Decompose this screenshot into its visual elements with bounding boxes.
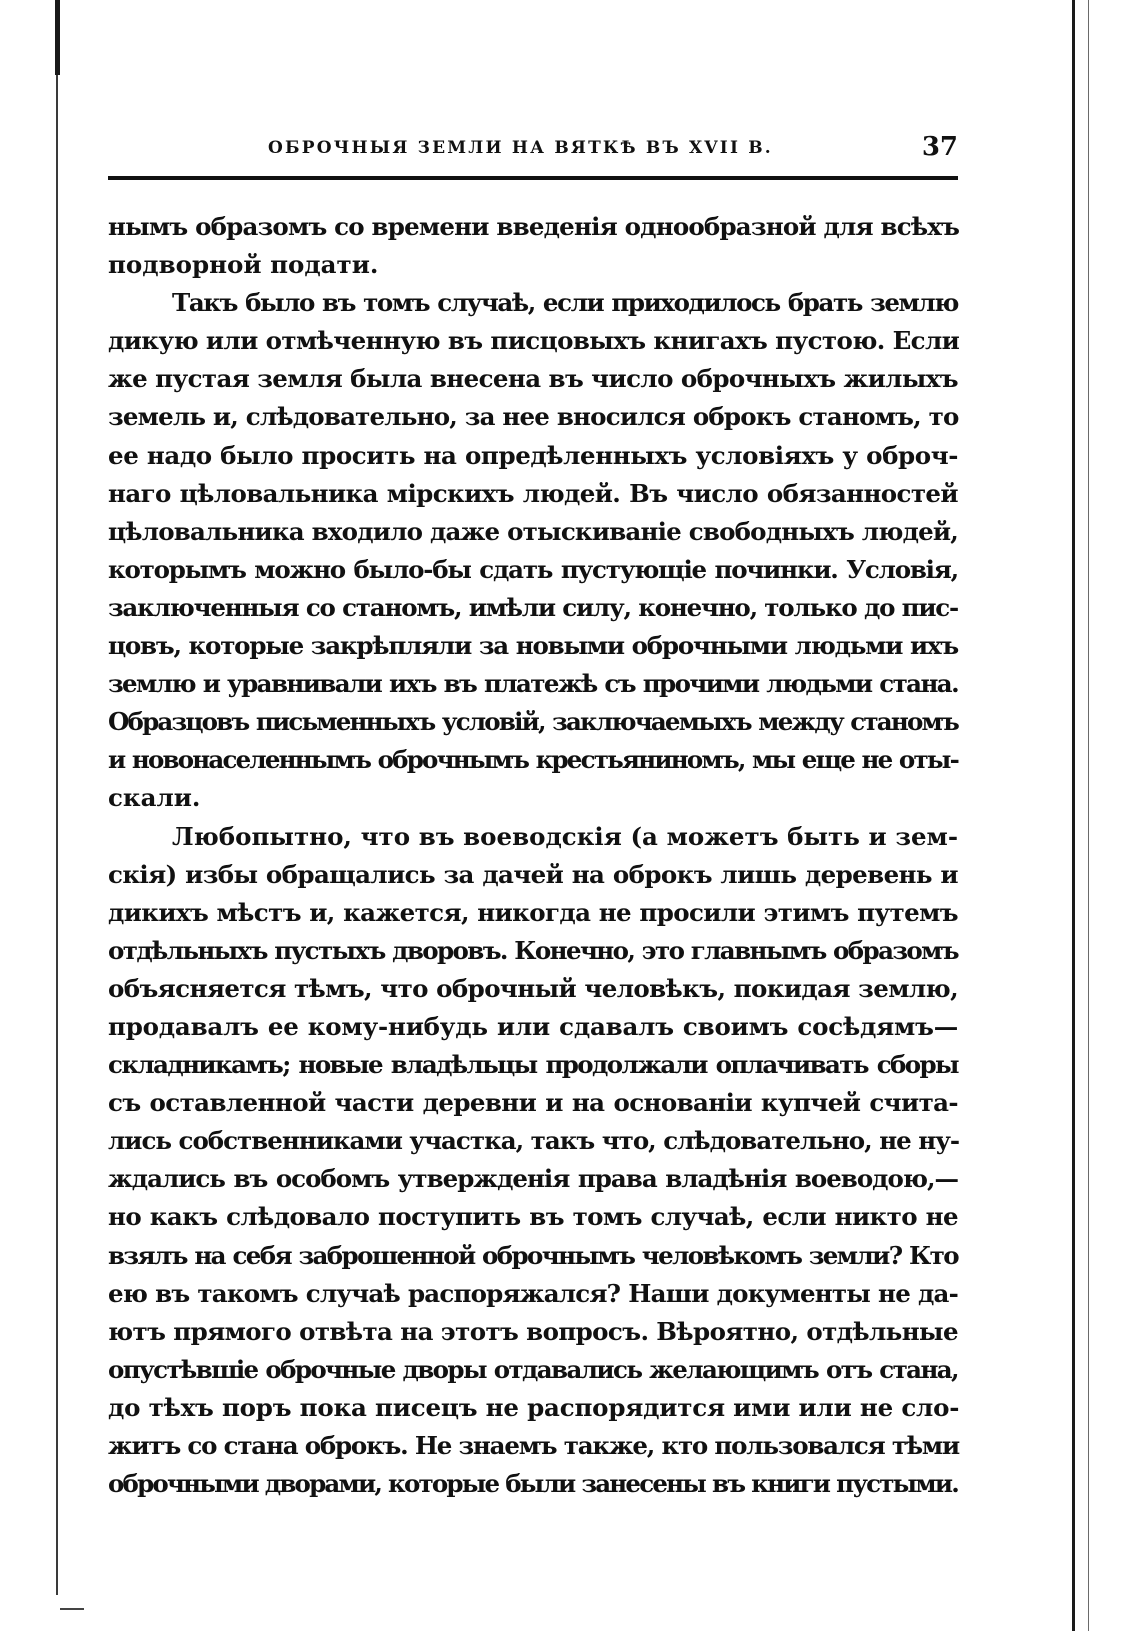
body-text <box>108 208 958 1503</box>
text-line: объясняется тѣмъ, что оброчный человѣкъ, покидая землю, <box>108 973 958 1003</box>
text-line: складникамъ; новые владѣльцы продолжали оплачивать сборы <box>108 1050 958 1080</box>
page-header <box>108 134 958 166</box>
text-line: съ оставленной части деревни и на основаніи купчей счита- <box>108 1088 958 1118</box>
text-line: заключенныя со станомъ, имѣли силу, конечно, только до пис- <box>108 592 958 622</box>
text-line: Такъ было въ томъ случаѣ, если приходилось брать землю <box>172 288 958 318</box>
scan-border-left-lower <box>56 75 58 1595</box>
running-title: ОБРОЧНЫЯ ЗЕМЛИ НА ВЯТКѢ ВЪ XVII В. <box>268 138 773 158</box>
text-line: земель и, слѣдовательно, за нее вносился оброкъ станомъ, то <box>108 402 959 432</box>
scan-border-left <box>55 0 60 75</box>
text-line: землю и уравнивали ихъ въ платежѣ съ прочими людьми стана. <box>108 669 958 699</box>
scan-border-right <box>1072 0 1075 1631</box>
text-line: дикихъ мѣстъ и, кажется, никогда не просили этимъ путемъ <box>108 897 958 927</box>
text-line: ею въ такомъ случаѣ распоряжался? Наши документы не да- <box>108 1278 958 1308</box>
text-line: наго цѣловальника мірскихъ людей. Въ число обязанностей <box>108 478 958 508</box>
text-line: лись собственниками участка, такъ что, слѣдовательно, не ну- <box>108 1126 960 1156</box>
text-line: ютъ прямого отвѣта на этотъ вопросъ. Вѣроятно, отдѣльные <box>108 1316 958 1346</box>
text-line: ждались въ особомъ утвержденія права владѣнія воеводою,— <box>108 1164 958 1194</box>
text-line: до тѣхъ поръ пока писецъ не распорядится ими или не сло- <box>108 1392 960 1422</box>
text-line: житъ со стана оброкъ. Не знаемъ также, кто пользовался тѣми <box>108 1431 959 1460</box>
text-line: нымъ образомъ со времени введенія однообразной для всѣхъ <box>108 212 960 241</box>
text-line: продавалъ ее кому-нибудь или сдавалъ своимъ сосѣдямъ— <box>108 1011 958 1041</box>
text-line: Любопытно, что въ воеводскія (а можетъ быть и зем- <box>172 821 958 851</box>
text-line: отдѣльныхъ пустыхъ дворовъ. Конечно, это главнымъ образомъ <box>108 935 958 965</box>
text-line: Образцовъ письменныхъ условій, заключаемыхъ между станомъ <box>108 707 958 737</box>
scan-border-right-thin <box>1088 0 1089 1631</box>
text-line: цѣловальника входило даже отыскиваніе свободныхъ людей, <box>108 516 958 546</box>
text-line: скія) избы обращались за дачей на оброкъ лишь деревень и <box>108 859 958 889</box>
text-line: оброчными дворами, которые были занесены въ книги пустыми. <box>108 1469 958 1499</box>
text-line: которымъ можно было-бы сдать пустующіе починки. Условія, <box>108 554 958 584</box>
text-line: взялъ на себя заброшенной оброчнымъ человѣкомъ земли? Кто <box>108 1240 958 1270</box>
text-line: но какъ слѣдовало поступить въ томъ случаѣ, если никто не <box>108 1202 958 1232</box>
scan-bottom-mark <box>60 1608 84 1610</box>
text-line: и новонаселеннымъ оброчнымъ крестьяниномъ, мы еще не оты- <box>108 745 958 775</box>
header-rule <box>108 176 958 180</box>
text-line: опустѣвшіе оброчные дворы отдавались желающимъ отъ стана, <box>108 1354 958 1384</box>
text-line: дикую или отмѣченную въ писцовыхъ книгахъ пустою. Если <box>108 326 960 356</box>
text-line: цовъ, которые закрѣпляли за новыми оброчными людьми ихъ <box>108 631 958 661</box>
text-line: скали. <box>108 783 201 813</box>
text-line: подворной подати. <box>108 250 379 280</box>
text-line: же пустая земля была внесена въ число оброчныхъ жилыхъ <box>108 364 958 394</box>
text-line: ее надо было просить на опредѣленныхъ условіяхъ у оброч- <box>108 440 958 470</box>
page-number: 37 <box>921 132 958 162</box>
